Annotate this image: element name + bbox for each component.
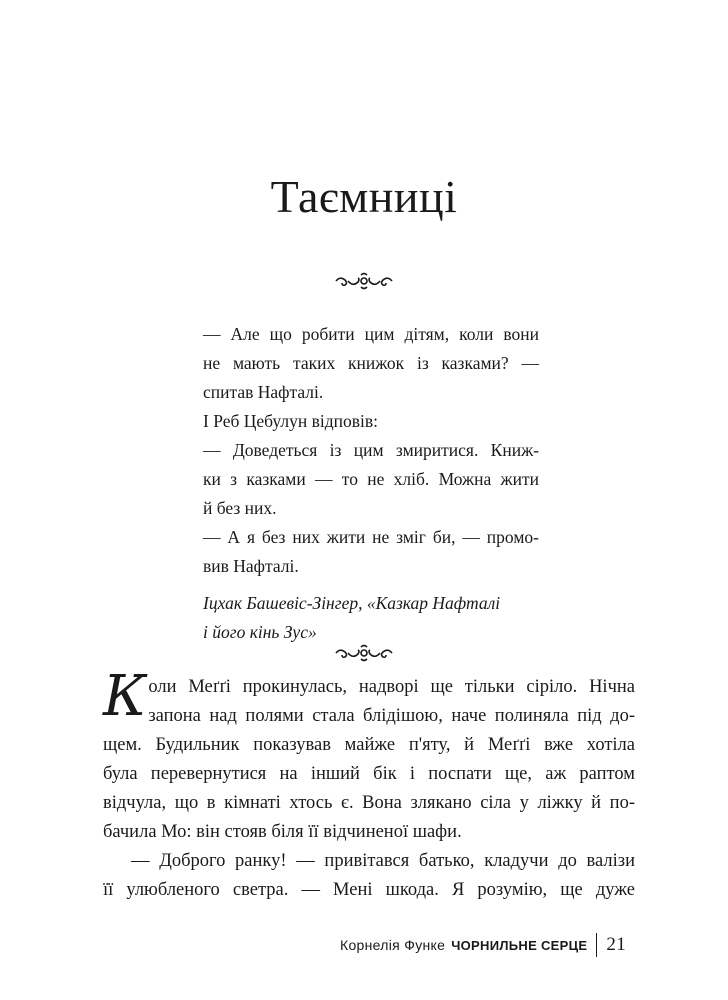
body-line: бачила Мо: він стояв біля її відчиненої шафи.	[103, 822, 462, 842]
body-text	[103, 664, 635, 905]
drop-cap: К	[103, 664, 147, 729]
body-line: була перевернутися на інший бік і поспати ще, аж раптом	[103, 764, 635, 784]
flourish-icon	[334, 268, 394, 294]
footer-author: Корнелія Функе	[340, 937, 446, 953]
body-line: відчула, що в кімнаті хтось є. Вона злякано сіла у ліжку й по-	[103, 793, 635, 813]
epigraph-attribution: Іцхак Башевіс-Зінгер, «Казкар Нафталі	[203, 593, 501, 613]
epigraph-line: І Реб Цебулун відповів:	[203, 411, 378, 431]
footer-divider	[596, 933, 597, 957]
epigraph-line: не мають таких книжок із казками? —	[203, 353, 539, 373]
epigraph-attribution: і його кінь Зус»	[203, 622, 317, 642]
page-number: 21	[606, 934, 626, 955]
footer-book-title: ЧОРНИЛЬНЕ СЕРЦЕ	[451, 937, 588, 953]
running-footer	[340, 930, 626, 960]
epigraph-line: — Доведеться із цим змиритися. Книж-	[203, 440, 539, 460]
body-line: — Доброго ранку! — привітався батько, кладучи до валізи	[131, 851, 635, 871]
body-line: оли Меґґі прокинулась, надворі ще тільки сіріло. Нічна	[148, 677, 635, 697]
epigraph-line: ки з казками — то не хліб. Можна жити	[203, 469, 539, 489]
epigraph	[203, 320, 539, 647]
epigraph-line: й без них.	[203, 498, 277, 518]
ornament-bottom	[334, 640, 394, 666]
chapter-title: Таємниці	[270, 171, 458, 222]
flourish-icon	[334, 640, 394, 666]
body-line: її улюбленого светра. — Мені шкода. Я розумію, ще дуже	[103, 880, 635, 900]
body-line: запона над полями стала блідішою, наче полиняла під до-	[148, 706, 635, 726]
epigraph-line: — А я без них жити не зміг би, — промо-	[203, 527, 539, 547]
body-line: щем. Будильник показував майже п'яту, й Меґґі вже хотіла	[103, 735, 635, 755]
epigraph-line: — Але що робити цим дітям, коли вони	[203, 324, 539, 344]
epigraph-line: вив Нафталі.	[203, 556, 299, 576]
ornament-top	[334, 268, 394, 294]
epigraph-line: спитав Нафталі.	[203, 382, 324, 402]
